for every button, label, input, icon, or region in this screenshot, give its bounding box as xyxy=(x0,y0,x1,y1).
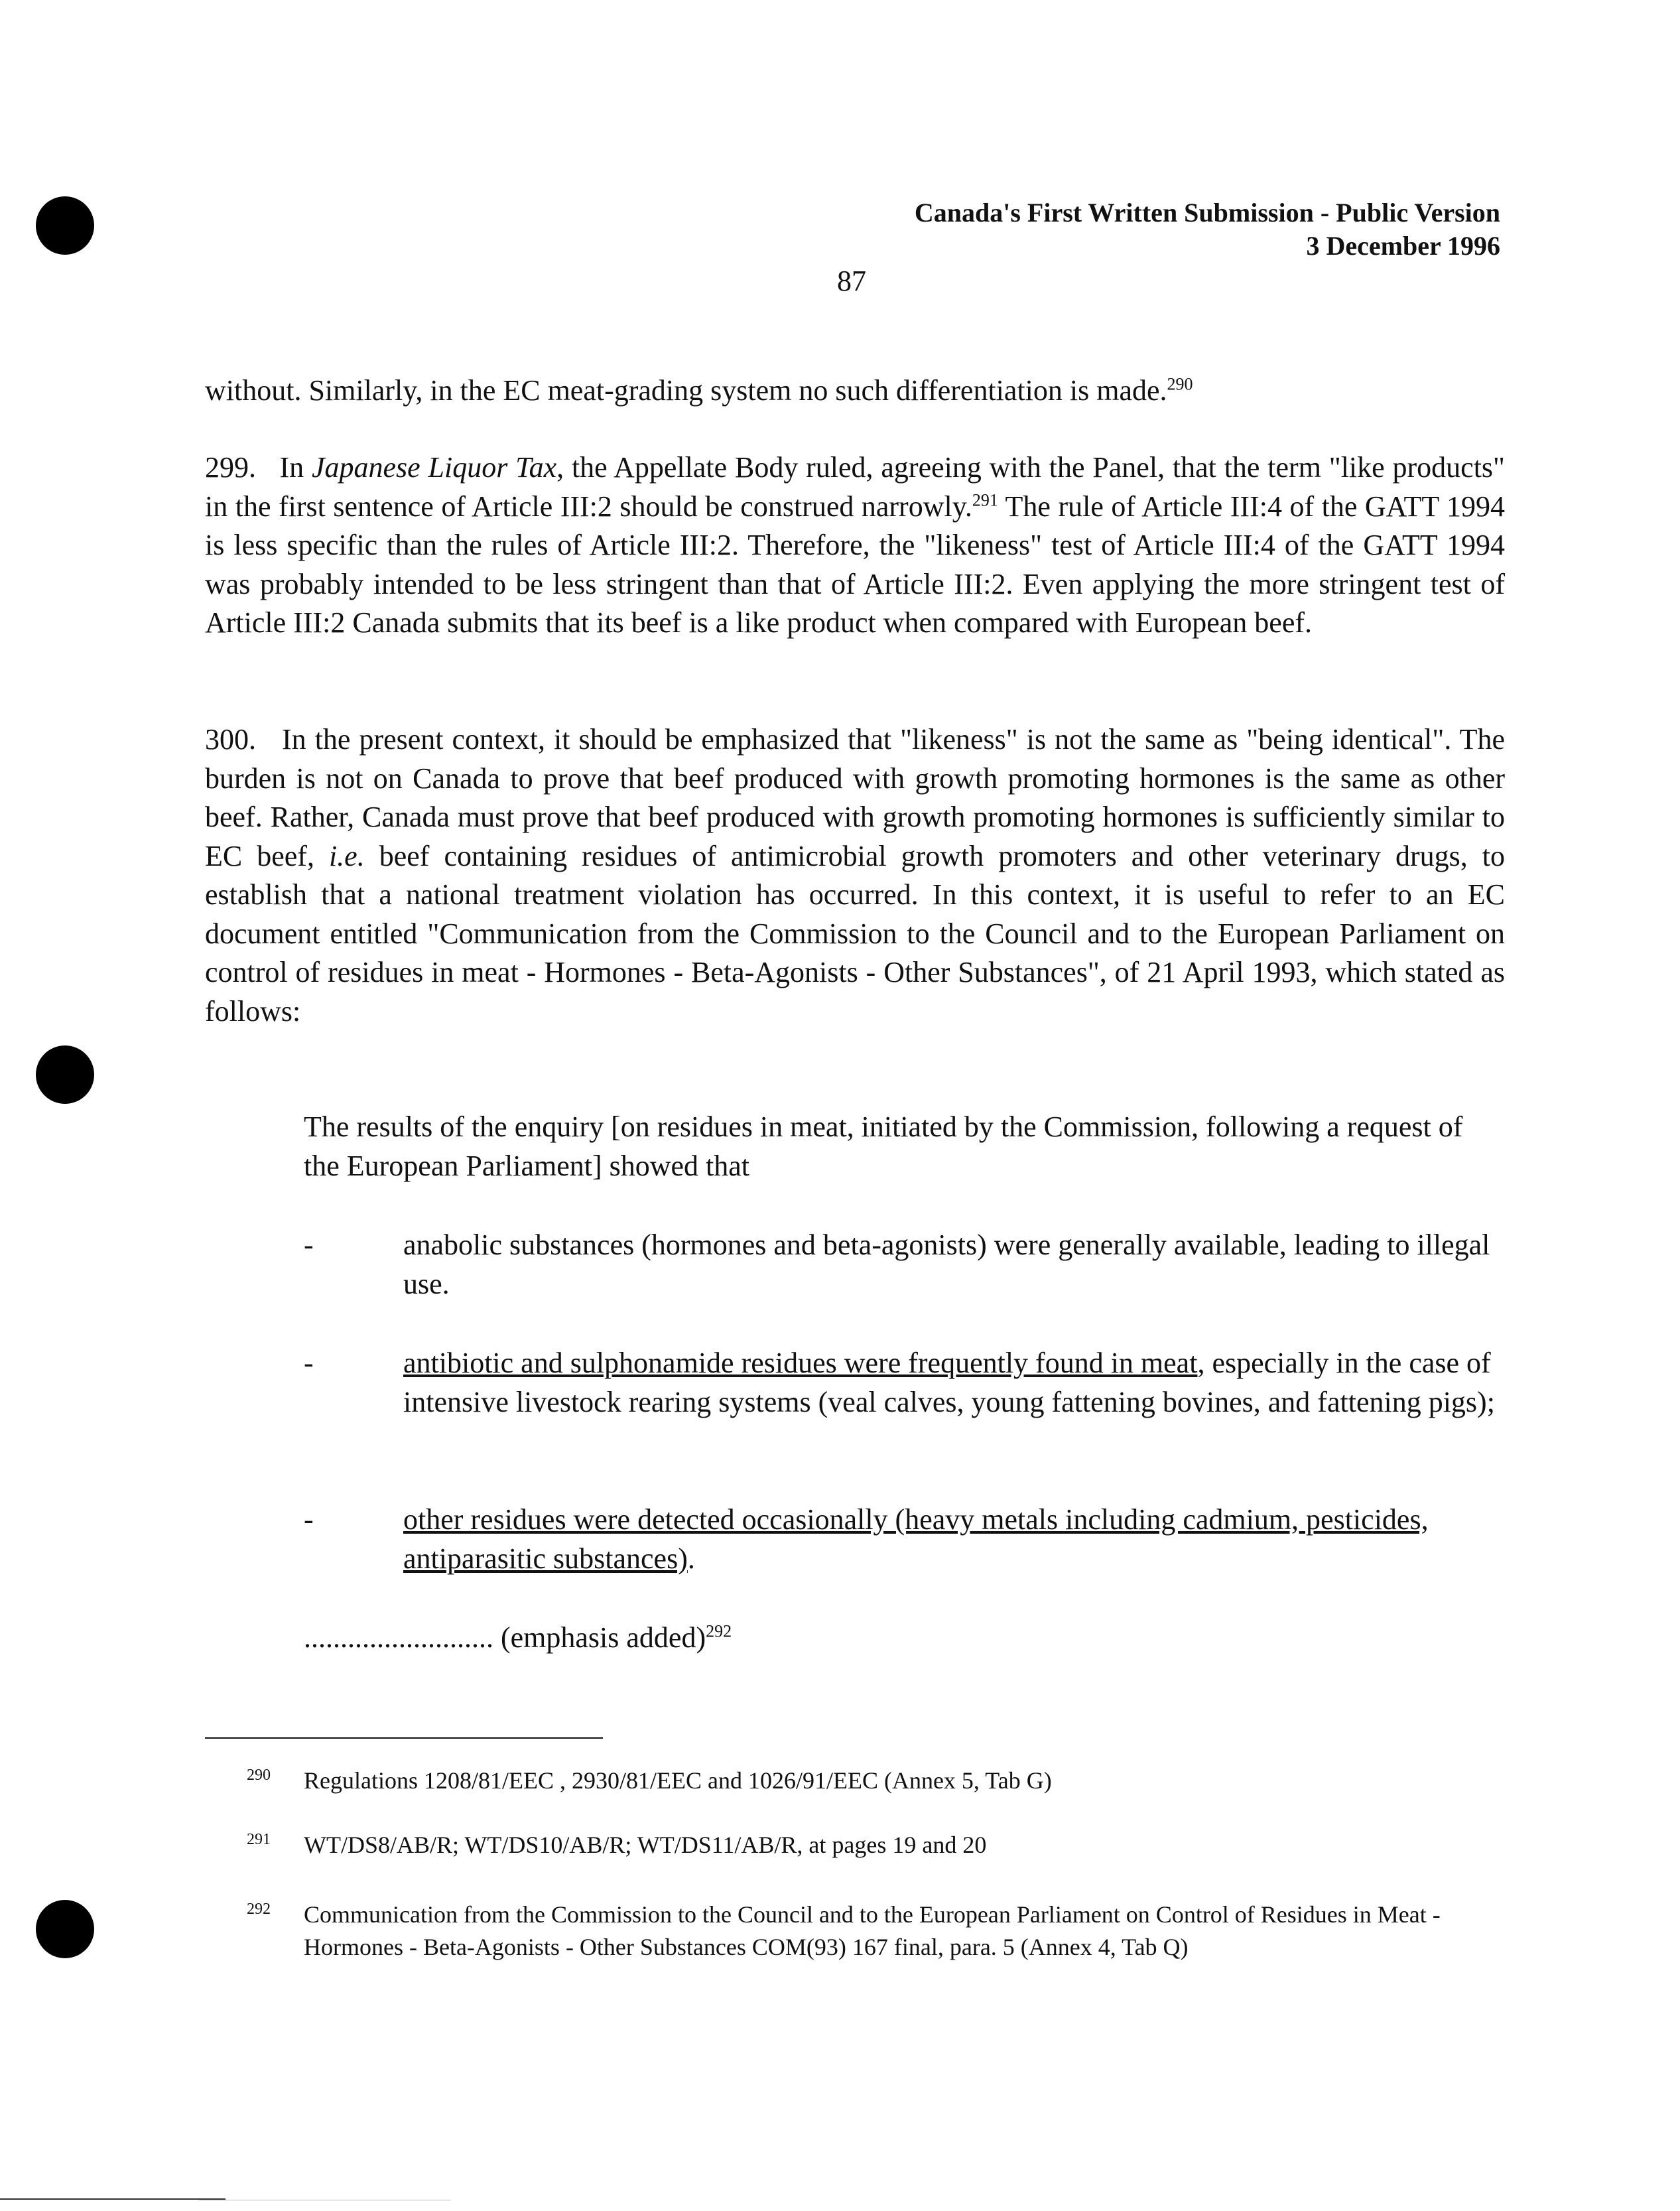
header-date: 3 December 1996 xyxy=(1306,231,1500,261)
bullet-text xyxy=(403,1344,1504,1422)
footnote-ref-290: 290 xyxy=(1167,374,1193,394)
paragraph-300 xyxy=(205,720,1505,1031)
footnote-ref-292: 292 xyxy=(706,1621,732,1641)
underlined-emphasis: other residues were detected occasionally (heavy metals including cadmium, pesticides, antiparasitic substances) xyxy=(403,1503,1429,1575)
underlined-emphasis: antibiotic and sulphonamide residues were frequently found in meat xyxy=(403,1347,1198,1379)
footnote-number: 291 xyxy=(247,1831,271,1848)
footnote-text: Communication from the Commission to the Council and to the European Parliament on Control of Residues in Meat - Hormones - Beta-Agonists - Other Substances COM(93) 167 final, para. 5 (Annex 4, Tab Q) xyxy=(304,1901,1441,1960)
punch-hole-bottom xyxy=(36,1900,94,1958)
para299-text-post: The rule of Article III:4 of the GATT 1994 is less specific than the rules of Article III:2. Therefore, the "likeness" test of Article III:4 of the GATT 1994 was probably intended to be less stringent than that of Article III:2. Even applying the more stringent test of Article III:2 Canada submits that its beef is a like product when compared with European beef. xyxy=(205,490,1505,639)
paragraph-number: 299. xyxy=(205,451,256,484)
case-name: Japanese Liquor Tax xyxy=(311,451,557,484)
para300-text-pre: In the present context, it should be emphasized that "likeness" is not the same as "being identical". The burden is not on Canada to prove that beef produced with growth promoting hormones is the same as other beef. Rather, Canada must prove that beef produced with growth promoting hormones is sufficiently similar to EC beef, xyxy=(205,723,1505,872)
quote-ellipsis xyxy=(304,1619,1504,1658)
page-number: 87 xyxy=(837,265,866,297)
bullet-text xyxy=(403,1501,1504,1578)
bullet-dash: - xyxy=(304,1347,314,1379)
footnote-292 xyxy=(247,1899,1507,1964)
footnote-number: 292 xyxy=(247,1901,271,1918)
footnote-separator xyxy=(205,1737,603,1739)
continuation-paragraph xyxy=(205,371,1505,411)
bullet-rest: , especially in the case of intensive livestock rearing systems (veal calves, young fattening bovines, and fattening pigs); xyxy=(403,1347,1495,1418)
header-title: Canada's First Written Submission - Public Version xyxy=(914,198,1500,228)
paragraph-number: 300. xyxy=(205,723,256,756)
quote-intro-text: The results of the enquiry [on residues in meat, initiated by the Commission, following a request of the European Parliament] showed that xyxy=(304,1110,1463,1182)
footnote-text: WT/DS8/AB/R; WT/DS10/AB/R; WT/DS11/AB/R, at pages 19 and 20 xyxy=(304,1832,987,1858)
paragraph-299 xyxy=(205,448,1505,643)
footnote-ref-291: 291 xyxy=(972,490,998,509)
bullet-dash: - xyxy=(304,1229,314,1261)
quote-bullet-3 xyxy=(304,1501,1504,1578)
para299-text-pre: In xyxy=(279,451,312,484)
ie-abbrev: i.e. xyxy=(328,839,365,872)
document-header xyxy=(915,196,1500,263)
bullet-rest: . xyxy=(687,1542,695,1575)
footnote-290 xyxy=(247,1765,1507,1797)
scan-edge-line xyxy=(0,2198,226,2200)
punch-hole-top xyxy=(36,196,94,255)
quote-bullet-1 xyxy=(304,1226,1504,1304)
block-quote-intro xyxy=(304,1108,1504,1185)
continuation-text: without. Similarly, in the EC meat-grading system no such differentiation is made. xyxy=(205,374,1167,407)
bullet-text: anabolic substances (hormones and beta-agonists) were generally available, leading to illegal use. xyxy=(403,1229,1490,1300)
para299-text-mid: , the Appellate Body ruled, agreeing with the Panel, that the term "like products" in the first sentence of Article III:2 should be construed narrowly. xyxy=(205,451,1505,523)
footnote-text: Regulations 1208/81/EEC , 2930/81/EEC and 1026/91/EEC (Annex 5, Tab G) xyxy=(304,1767,1052,1794)
quote-bullet-2 xyxy=(304,1344,1504,1422)
para300-text-post: beef containing residues of antimicrobial growth promoters and other veterinary drugs, to establish that a national treatment violation has occurred. In this context, it is useful to refer to an EC document entitled "Communication from the Commission to the Council and to the European Parliament on control of residues in meat - Hormones - Beta-Agonists - Other Substances", of 21 April 1993, which stated as follows: xyxy=(205,839,1506,1028)
punch-hole-middle xyxy=(36,1045,94,1104)
footnote-291 xyxy=(247,1829,1507,1861)
bullet-dash: - xyxy=(304,1503,314,1536)
ellipsis-text: .......................... (emphasis added) xyxy=(304,1621,706,1654)
footnote-number: 290 xyxy=(247,1767,271,1784)
